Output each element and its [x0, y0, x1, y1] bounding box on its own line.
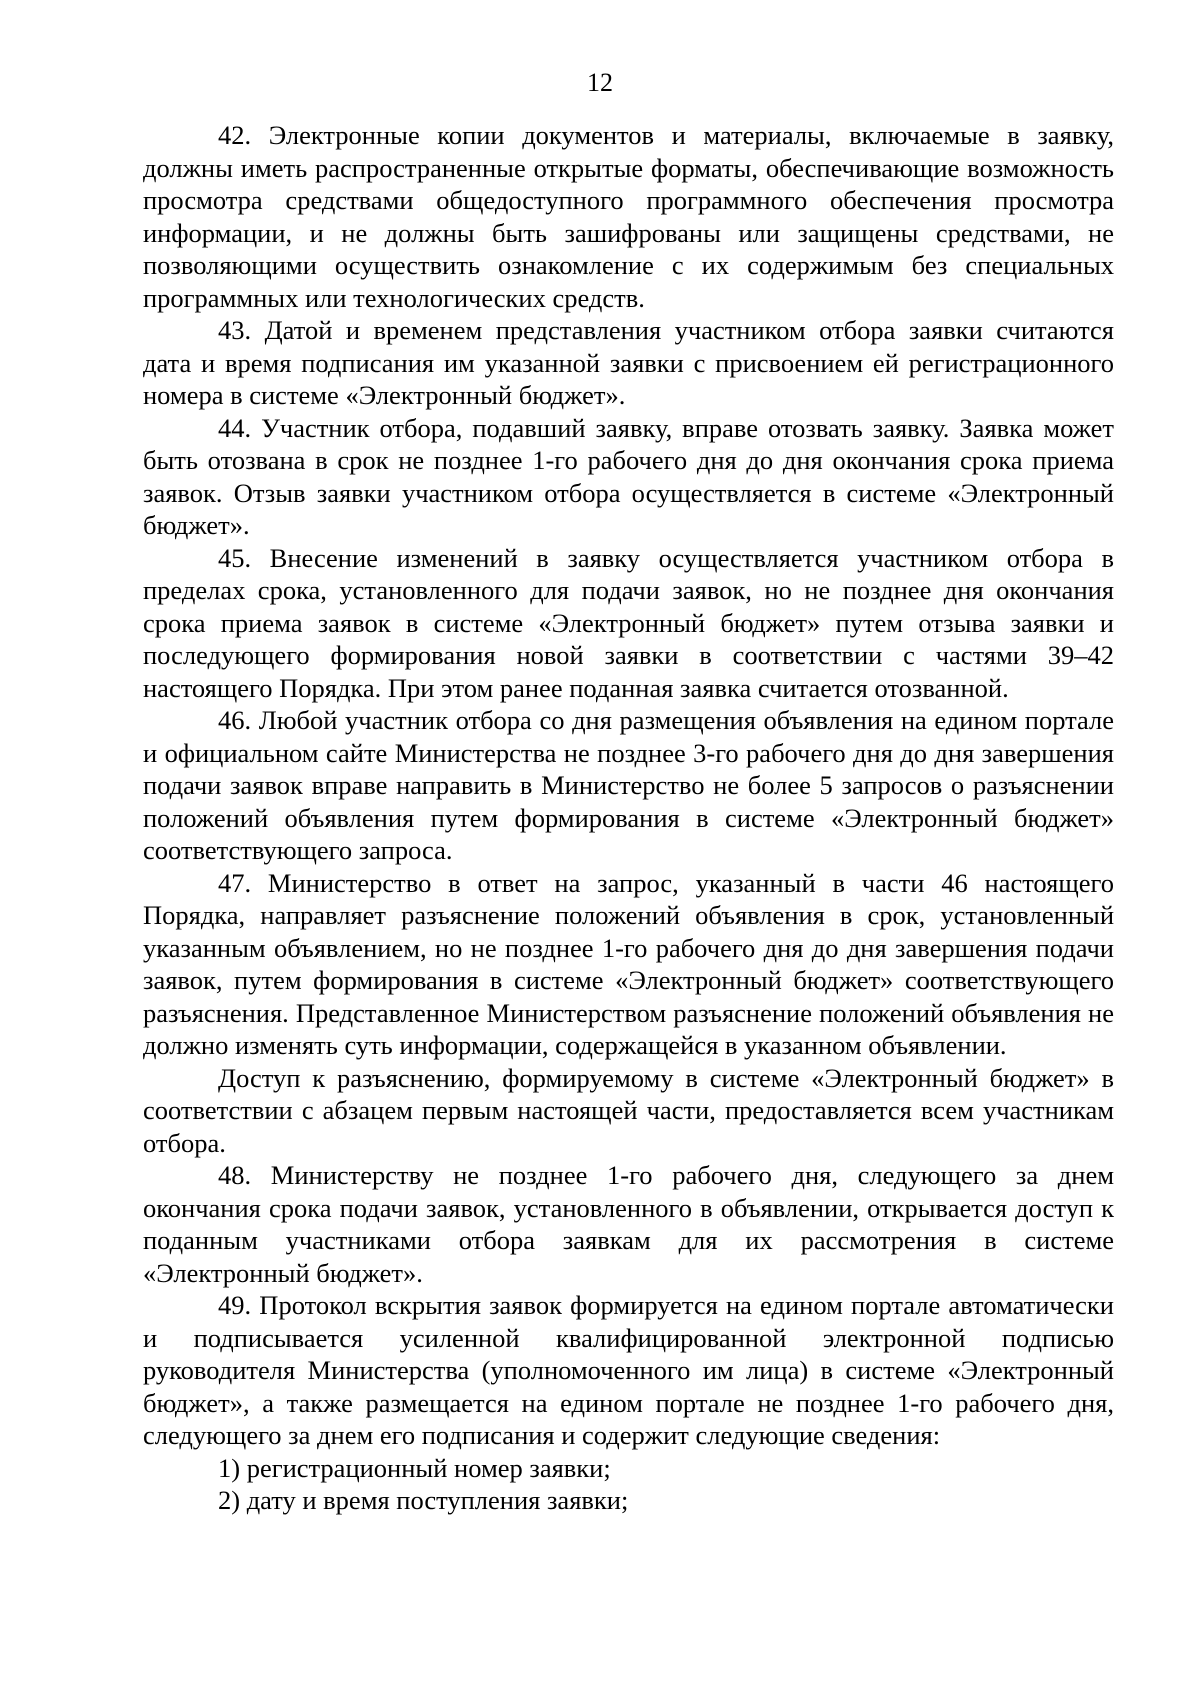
- paragraph-47: 47. Министерство в ответ на запрос, указанный в части 46 настоящего Порядка, направляет разъяснение положений объявления в срок, установленный указанным объявлением, но не позднее 1-го рабочего дня до дня завершения подачи заявок, путем формирования в системе «Электронный бюджет» соответствующего разъяснения. Представленное Министерством разъяснение положений объявления не должно изменять суть информации, содержащейся в указанном объявлении.: [143, 867, 1114, 1060]
- list-item: 1) регистрационный номер заявки;: [218, 1452, 611, 1483]
- paragraph-47-access: Доступ к разъяснению, формируемому в системе «Электронный бюджет» в соответствии с абзацем первым настоящей части, предоставляется всем участникам отбора.: [143, 1062, 1114, 1158]
- paragraph-48: 48. Министерству не позднее 1-го рабочего дня, следующего за днем окончания срока подачи заявок, установленного в объявлении, открывается доступ к поданным участниками отбора заявкам для их рассмотрения в системе «Электронный бюджет».: [143, 1160, 1114, 1288]
- paragraph-49: 49. Протокол вскрытия заявок формируется на едином портале автоматически и подписывается усиленной квалифицированной электронной подписью руководителя Министерства (уполномоченного им лица) в системе «Электронный бюджет», а также размещается на едином портале не позднее 1-го рабочего дня, следующего за днем его подписания и содержит следующие сведения:: [143, 1290, 1114, 1450]
- page-number: 12: [587, 68, 613, 97]
- paragraph-45: 45. Внесение изменений в заявку осуществляется участником отбора в пределах срока, установленного для подачи заявок, но не позднее дня окончания срока приема заявок в системе «Электронный бюджет» путем отзыва заявки и последующего формирования новой заявки в соответствии с частями 39–42 настоящего Порядка. При этом ранее поданная заявка считается отозванной.: [143, 542, 1114, 703]
- list-item: 2) дату и время поступления заявки;: [218, 1485, 629, 1515]
- document-body: [143, 119, 1114, 1517]
- paragraph-44: 44. Участник отбора, подавший заявку, вправе отозвать заявку. Заявка может быть отозвана в срок не позднее 1-го рабочего дня до дня окончания срока приема заявок. Отзыв заявки участником отбора осуществляется в системе «Электронный бюджет».: [143, 412, 1114, 540]
- paragraph-43: 43. Датой и временем представления участником отбора заявки считаются дата и время подписания им указанной заявки с присвоением ей регистрационного номера в системе «Электронный бюджет».: [143, 315, 1114, 410]
- paragraph-46: 46. Любой участник отбора со дня размещения объявления на едином портале и официальном сайте Министерства не позднее 3-го рабочего дня до дня завершения подачи заявок вправе направить в Министерство не более 5 запросов о разъяснении положений объявления путем формирования в системе «Электронный бюджет» соответствующего запроса.: [143, 705, 1114, 865]
- paragraph-42: 42. Электронные копии документов и материалы, включаемые в заявку, должны иметь распространенные открытые форматы, обеспечивающие возможность просмотра средствами общедоступного программного обеспечения просмотра информации, и не должны быть зашифрованы или защищены средствами, не позволяющими осуществить ознакомление с их содержимым без специальных программных или технологических средств.: [143, 120, 1114, 313]
